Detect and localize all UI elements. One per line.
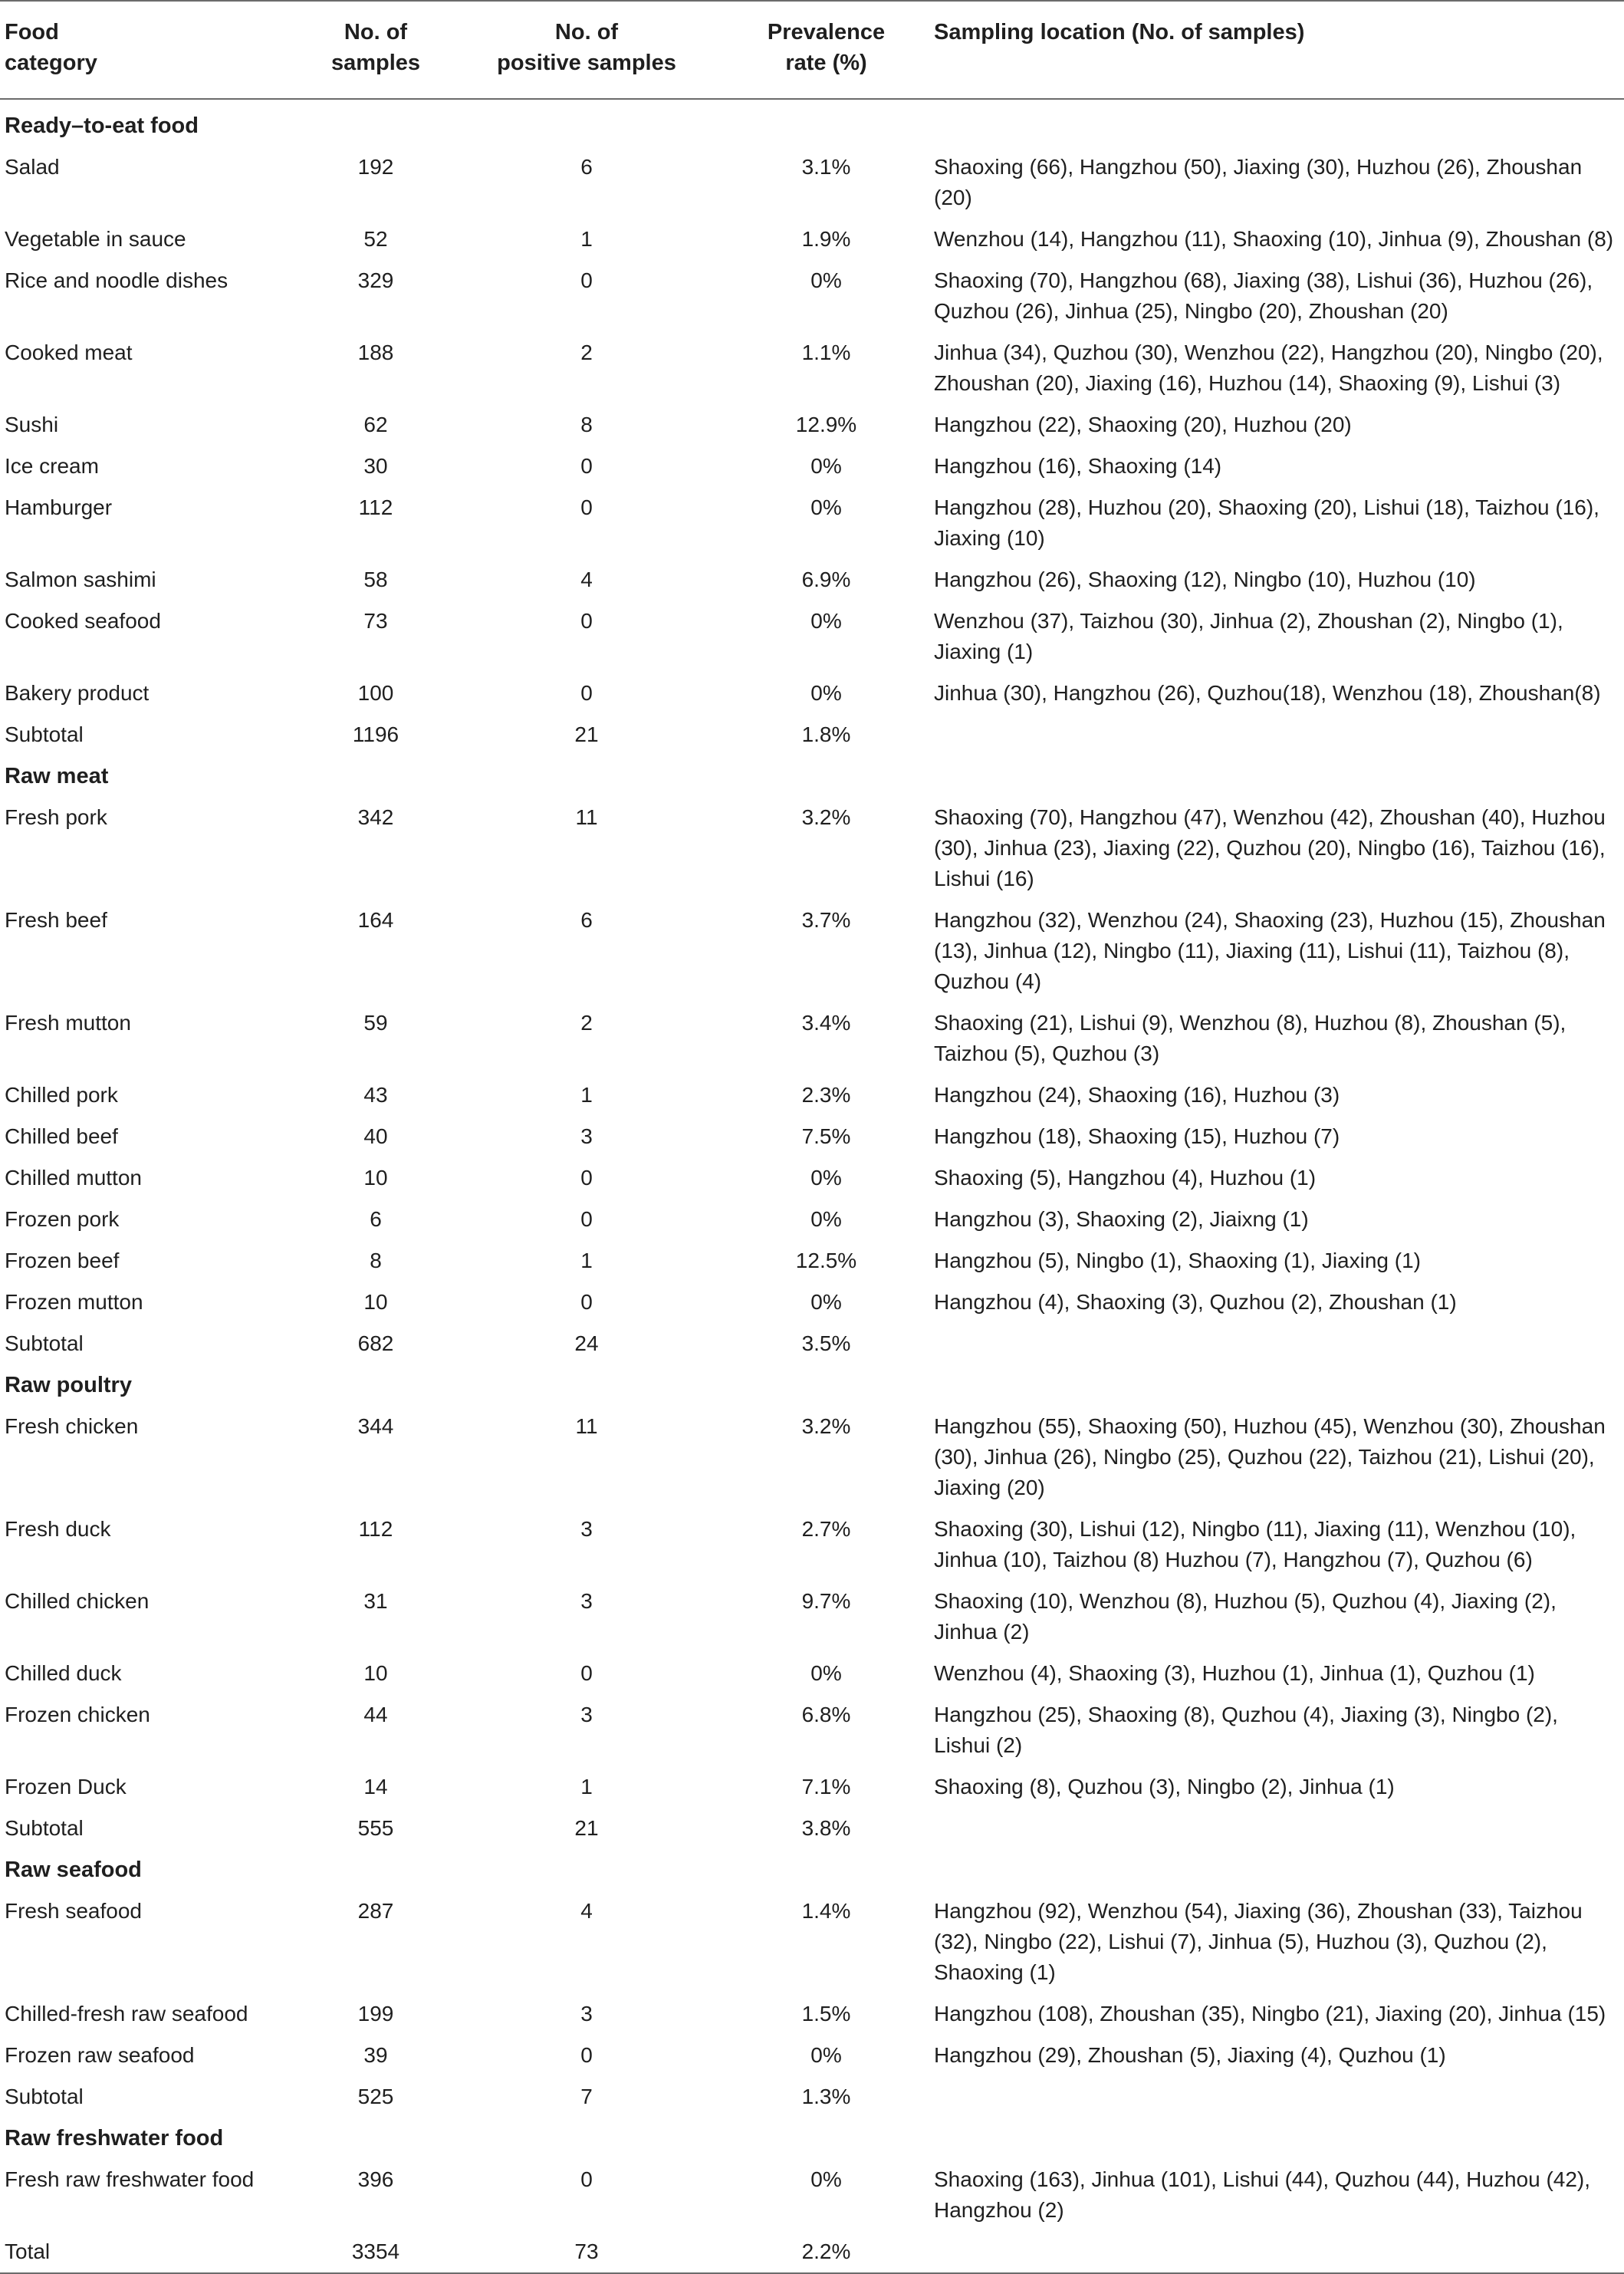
- sampling-location-cell: Shaoxing (21), Lishui (9), Wenzhou (8), Huzhou (8), Zhoushan (5), Taizhou (5), Quzhou (3): [934, 1011, 1566, 1065]
- food-category-cell: Salad: [5, 155, 60, 179]
- food-category-cell: Rice and noodle dishes: [5, 268, 228, 292]
- food-category-cell: Frozen Duck: [5, 1775, 127, 1798]
- table-row: [0, 446, 1624, 487]
- samples-count-cell: 10: [363, 1290, 388, 1314]
- table-row: [0, 260, 1624, 332]
- table-row: [0, 673, 1624, 714]
- positive-count-cell: 3: [580, 1589, 593, 1613]
- prevalence-rate-cell: 2.2%: [725, 2231, 928, 2273]
- table-row: [0, 559, 1624, 601]
- prevalence-rate-cell: 3.2%: [801, 805, 851, 829]
- header-sampling-location: Sampling location (No. of samples): [928, 1, 1624, 99]
- positive-count-cell: 8: [580, 413, 593, 436]
- prevalence-rate-cell: 3.1%: [801, 155, 851, 179]
- sampling-location-cell: Hangzhou (28), Huzhou (20), Shaoxing (20), Lishui (18), Taizhou (16), Jiaxing (10): [934, 495, 1599, 550]
- prevalence-rate-cell: 12.5%: [795, 1249, 857, 1272]
- samples-count-cell: 31: [363, 1589, 388, 1613]
- food-category-cell: Chilled chicken: [5, 1589, 150, 1613]
- food-category-cell: Subtotal: [5, 1331, 84, 1355]
- table-row: [0, 2159, 1624, 2231]
- positive-count-cell: 0: [580, 495, 593, 519]
- sampling-location-cell: Shaoxing (70), Hangzhou (68), Jiaxing (38), Lishui (36), Huzhou (26), Quzhou (26), Jinhua (25), Ningbo (20), Zhoushan (20): [934, 268, 1593, 323]
- sampling-location-cell: Jinhua (30), Hangzhou (26), Quzhou(18), Wenzhou (18), Zhoushan(8): [934, 681, 1601, 705]
- header-no-positive: [449, 1, 725, 99]
- samples-count-cell: 40: [363, 1124, 388, 1148]
- sampling-location-cell: [928, 1808, 1624, 1849]
- table-row: [0, 1694, 1624, 1766]
- positive-count-cell: 0: [580, 2167, 593, 2191]
- sampling-location-cell: Hangzhou (3), Shaoxing (2), Jiaixng (1): [934, 1207, 1309, 1231]
- table-row: [0, 1509, 1624, 1581]
- sampling-location-cell: Wenzhou (4), Shaoxing (3), Huzhou (1), Jinhua (1), Quzhou (1): [934, 1661, 1535, 1685]
- prevalence-rate-cell: 0%: [810, 1661, 842, 1685]
- section-title: Ready–to-eat food: [5, 114, 199, 138]
- prevalence-rate-cell: 1.3%: [801, 2085, 851, 2108]
- header-no-samples-line1: No. of: [344, 20, 408, 44]
- positive-count-cell: 0: [580, 1290, 593, 1314]
- samples-count-cell: 682: [357, 1331, 394, 1355]
- positive-count-cell: 1: [580, 1083, 593, 1107]
- table-row: [0, 1199, 1624, 1240]
- positive-count-cell: 24: [574, 1331, 599, 1355]
- sampling-location-cell: Hangzhou (92), Wenzhou (54), Jiaxing (36), Zhoushan (33), Taizhou (32), Ningbo (22), Lishui (7), Jinhua (5), Huzhou (3), Quzhou (2), Shaoxing (1): [934, 1899, 1583, 1984]
- positive-count-cell: 0: [580, 1661, 593, 1685]
- samples-count-cell: 112: [358, 1517, 393, 1541]
- prevalence-rate-cell: 3.2%: [801, 1414, 851, 1438]
- food-category-cell: Chilled beef: [5, 1124, 118, 1148]
- table-row: [0, 1653, 1624, 1694]
- food-category-cell: Fresh raw freshwater food: [5, 2167, 255, 2191]
- food-category-cell: Chilled pork: [5, 1083, 118, 1107]
- food-category-cell: Total: [0, 2231, 303, 2273]
- prevalence-rate-cell: 0%: [810, 681, 842, 705]
- positive-count-cell: 11: [575, 1414, 598, 1438]
- samples-count-cell: 10: [363, 1661, 388, 1685]
- food-category-cell: Fresh chicken: [5, 1414, 139, 1438]
- prevalence-rate-cell: 3.5%: [801, 1331, 851, 1355]
- samples-count-cell: 30: [363, 454, 388, 478]
- header-food-category-line1: Food: [5, 20, 59, 44]
- subtotal-row: [0, 1808, 1624, 1849]
- table-row: [0, 2035, 1624, 2076]
- positive-count-cell: 0: [580, 1207, 593, 1231]
- section-header-row: [0, 2118, 1624, 2159]
- positive-count-cell: 21: [574, 1816, 599, 1840]
- sampling-location-cell: Wenzhou (14), Hangzhou (11), Shaoxing (10), Jinhua (9), Zhoushan (8): [934, 227, 1614, 251]
- positive-count-cell: 4: [580, 568, 593, 591]
- prevalence-rate-cell: 2.3%: [801, 1083, 851, 1107]
- food-category-cell: Bakery product: [5, 681, 150, 705]
- food-category-cell: Vegetable in sauce: [5, 227, 186, 251]
- total-row: [0, 2231, 1624, 2273]
- section-header-row: [0, 1364, 1624, 1406]
- samples-count-cell: 52: [363, 227, 388, 251]
- samples-count-cell: 100: [357, 681, 394, 705]
- prevalence-rate-cell: 7.5%: [801, 1124, 851, 1148]
- sampling-location-cell: Hangzhou (22), Shaoxing (20), Huzhou (20): [934, 413, 1352, 436]
- sampling-location-cell: Hangzhou (24), Shaoxing (16), Huzhou (3): [934, 1083, 1340, 1107]
- samples-count-cell: 199: [357, 2002, 394, 2026]
- subtotal-row: [0, 2076, 1624, 2118]
- section-title: Raw meat: [5, 764, 109, 788]
- positive-count-cell: 1: [580, 227, 593, 251]
- table-header: [0, 1, 1624, 99]
- sampling-location-cell: Hangzhou (55), Shaoxing (50), Huzhou (45), Wenzhou (30), Zhoushan (30), Jinhua (26), Ningbo (25), Quzhou (22), Taizhou (21), Lishui (20), Jiaxing (20): [934, 1414, 1606, 1499]
- sampling-location-cell: [928, 1323, 1624, 1364]
- positive-count-cell: 2: [580, 1011, 593, 1035]
- prevalence-rate-cell: 3.4%: [801, 1011, 851, 1035]
- samples-count-cell: 39: [363, 2043, 388, 2067]
- positive-count-cell: 6: [580, 155, 593, 179]
- table-row: [0, 1116, 1624, 1157]
- positive-count-cell: 2: [580, 341, 593, 364]
- prevalence-rate-cell: 12.9%: [795, 413, 857, 436]
- food-category-cell: Fresh seafood: [5, 1899, 142, 1923]
- table-row: [0, 219, 1624, 260]
- prevalence-rate-cell: 0%: [810, 2167, 842, 2191]
- positive-count-cell: 73: [449, 2231, 725, 2273]
- prevalence-rate-cell: 6.8%: [801, 1703, 851, 1726]
- sampling-location-cell: [928, 714, 1624, 755]
- samples-count-cell: 555: [357, 1816, 394, 1840]
- sampling-location-cell: Hangzhou (25), Shaoxing (8), Quzhou (4), Jiaxing (3), Ningbo (2), Lishui (2): [934, 1703, 1558, 1757]
- table-row: [0, 1581, 1624, 1653]
- samples-count-cell: 3354: [303, 2231, 449, 2273]
- table-row: [0, 1891, 1624, 1993]
- section-title: Raw poultry: [5, 1373, 132, 1397]
- food-category-cell: Frozen raw seafood: [5, 2043, 195, 2067]
- samples-count-cell: 14: [363, 1775, 388, 1798]
- sampling-location-cell: Shaoxing (10), Wenzhou (8), Huzhou (5), Quzhou (4), Jiaxing (2), Jinhua (2): [934, 1589, 1557, 1644]
- food-category-cell: Fresh mutton: [5, 1011, 131, 1035]
- table-row: [0, 1406, 1624, 1509]
- table-row: [0, 1240, 1624, 1282]
- samples-count-cell: 164: [357, 908, 394, 932]
- samples-count-cell: 8: [370, 1249, 382, 1272]
- samples-count-cell: 287: [357, 1899, 394, 1923]
- positive-count-cell: 0: [580, 609, 593, 633]
- header-no-positive-line1: No. of: [554, 20, 619, 44]
- positive-count-cell: 3: [580, 1124, 593, 1148]
- prevalence-rate-cell: 6.9%: [801, 568, 851, 591]
- prevalence-rate-cell: 1.4%: [801, 1899, 851, 1923]
- samples-count-cell: 6: [370, 1207, 382, 1231]
- sampling-location-cell: Shaoxing (5), Hangzhou (4), Huzhou (1): [934, 1166, 1317, 1190]
- food-category-cell: Frozen beef: [5, 1249, 120, 1272]
- header-no-samples: [303, 1, 449, 99]
- samples-count-cell: 396: [357, 2167, 394, 2191]
- food-category-cell: Chilled-fresh raw seafood: [5, 2002, 248, 2026]
- food-category-cell: Salmon sashimi: [5, 568, 156, 591]
- subtotal-row: [0, 714, 1624, 755]
- positive-count-cell: 7: [580, 2085, 593, 2108]
- prevalence-rate-cell: 1.1%: [801, 341, 851, 364]
- section-title: Raw freshwater food: [5, 2126, 224, 2151]
- sampling-location-cell: Hangzhou (108), Zhoushan (35), Ningbo (21), Jiaxing (20), Jinhua (15): [934, 2002, 1606, 2026]
- sampling-location-cell: Hangzhou (5), Ningbo (1), Shaoxing (1), Jiaxing (1): [934, 1249, 1421, 1272]
- sampling-location-cell: Hangzhou (32), Wenzhou (24), Shaoxing (23), Huzhou (15), Zhoushan (13), Jinhua (12), Ningbo (11), Jiaxing (11), Lishui (11), Taizhou (8), Quzhou (4): [934, 908, 1606, 993]
- prevalence-rate-cell: 0%: [810, 2043, 842, 2067]
- food-category-cell: Cooked seafood: [5, 609, 161, 633]
- sampling-location-cell: Hangzhou (18), Shaoxing (15), Huzhou (7): [934, 1124, 1340, 1148]
- sampling-location-cell: Hangzhou (29), Zhoushan (5), Jiaxing (4), Quzhou (1): [934, 2043, 1446, 2067]
- positive-count-cell: 3: [580, 1517, 593, 1541]
- samples-count-cell: 329: [357, 268, 394, 292]
- prevalence-rate-cell: 1.9%: [801, 227, 851, 251]
- samples-count-cell: 58: [363, 568, 388, 591]
- positive-count-cell: 11: [575, 805, 598, 829]
- table-row: [0, 1993, 1624, 2035]
- section-header-row: [0, 1849, 1624, 1891]
- food-category-cell: Sushi: [5, 413, 59, 436]
- header-prevalence-line1: Prevalence: [767, 20, 886, 44]
- table-row: [0, 487, 1624, 559]
- positive-count-cell: 6: [580, 908, 593, 932]
- positive-count-cell: 1: [580, 1775, 593, 1798]
- food-category-cell: Frozen mutton: [5, 1290, 143, 1314]
- sampling-location-cell: [928, 2231, 1624, 2273]
- prevalence-rate-cell: 0%: [810, 268, 842, 292]
- food-category-cell: Subtotal: [5, 2085, 84, 2108]
- food-category-cell: Chilled duck: [5, 1661, 122, 1685]
- positive-count-cell: 0: [580, 454, 593, 478]
- prevalence-rate-cell: 0%: [810, 454, 842, 478]
- table-row: [0, 601, 1624, 673]
- prevalence-rate-cell: 0%: [810, 609, 842, 633]
- table-body: [0, 99, 1624, 2273]
- subtotal-row: [0, 1323, 1624, 1364]
- prevalence-rate-cell: 3.8%: [801, 1816, 851, 1840]
- food-category-cell: Frozen pork: [5, 1207, 120, 1231]
- section-header-row: [0, 99, 1624, 146]
- positive-count-cell: 3: [580, 1703, 593, 1726]
- samples-count-cell: 59: [363, 1011, 388, 1035]
- samples-count-cell: 342: [357, 805, 394, 829]
- prevalence-rate-cell: 1.5%: [801, 2002, 851, 2026]
- food-category-cell: Ice cream: [5, 454, 99, 478]
- food-category-cell: Fresh beef: [5, 908, 107, 932]
- table-row: [0, 1282, 1624, 1323]
- section-title: Raw seafood: [5, 1858, 142, 1882]
- samples-count-cell: 112: [358, 495, 393, 519]
- table-row: [0, 1766, 1624, 1808]
- sampling-location-cell: Wenzhou (37), Taizhou (30), Jinhua (2), Zhoushan (2), Ningbo (1), Jiaxing (1): [934, 609, 1563, 663]
- samples-count-cell: 44: [363, 1703, 388, 1726]
- sampling-location-cell: Shaoxing (70), Hangzhou (47), Wenzhou (42), Zhoushan (40), Huzhou (30), Jinhua (23), Jiaxing (22), Quzhou (20), Ningbo (16), Taizhou (16), Lishui (16): [934, 805, 1606, 890]
- prevalence-rate-cell: 0%: [810, 1207, 842, 1231]
- table-row: [0, 146, 1624, 219]
- food-category-cell: Subtotal: [5, 1816, 84, 1840]
- header-no-positive-line2: positive samples: [497, 51, 676, 75]
- sampling-location-cell: Shaoxing (8), Quzhou (3), Ningbo (2), Jinhua (1): [934, 1775, 1395, 1798]
- samples-count-cell: 62: [363, 413, 388, 436]
- prevalence-rate-cell: 0%: [810, 1166, 842, 1190]
- sampling-location-cell: [928, 2076, 1624, 2118]
- table-row: [0, 1002, 1624, 1074]
- food-category-cell: Hamburger: [5, 495, 113, 519]
- positive-count-cell: 0: [580, 268, 593, 292]
- table-row: [0, 404, 1624, 446]
- prevalence-rate-cell: 9.7%: [801, 1589, 851, 1613]
- food-category-cell: Fresh duck: [5, 1517, 111, 1541]
- sampling-location-cell: Shaoxing (30), Lishui (12), Ningbo (11), Jiaxing (11), Wenzhou (10), Jinhua (10), Taizhou (8) Huzhou (7), Hangzhou (7), Quzhou (6): [934, 1517, 1576, 1571]
- sampling-location-cell: Shaoxing (163), Jinhua (101), Lishui (44), Quzhou (44), Huzhou (42), Hangzhou (2): [934, 2167, 1591, 2222]
- positive-count-cell: 0: [580, 681, 593, 705]
- samples-count-cell: 344: [357, 1414, 394, 1438]
- samples-count-cell: 188: [357, 341, 394, 364]
- prevalence-rate-cell: 0%: [810, 1290, 842, 1314]
- sampling-location-cell: Hangzhou (26), Shaoxing (12), Ningbo (10), Huzhou (10): [934, 568, 1476, 591]
- samples-count-cell: 192: [357, 155, 394, 179]
- section-header-row: [0, 755, 1624, 797]
- food-category-cell: Cooked meat: [5, 341, 133, 364]
- header-food-category-line2: category: [5, 51, 97, 75]
- prevalence-rate-cell: 1.8%: [801, 722, 851, 746]
- header-prevalence-line2: rate (%): [785, 51, 867, 75]
- positive-count-cell: 0: [580, 1166, 593, 1190]
- samples-count-cell: 43: [363, 1083, 388, 1107]
- food-category-cell: Subtotal: [5, 722, 84, 746]
- samples-count-cell: 73: [363, 609, 388, 633]
- samples-count-cell: 1196: [352, 722, 399, 746]
- header-row: [0, 1, 1624, 99]
- samples-count-cell: 525: [357, 2085, 394, 2108]
- food-category-cell: Chilled mutton: [5, 1166, 142, 1190]
- table-row: [0, 1074, 1624, 1116]
- prevalence-rate-cell: 7.1%: [801, 1775, 851, 1798]
- table-row: [0, 900, 1624, 1002]
- table-row: [0, 332, 1624, 404]
- positive-count-cell: 1: [580, 1249, 593, 1272]
- samples-count-cell: 10: [363, 1166, 388, 1190]
- prevalence-rate-cell: 3.7%: [801, 908, 851, 932]
- sampling-location-cell: Hangzhou (16), Shaoxing (14): [934, 454, 1222, 478]
- positive-count-cell: 3: [580, 2002, 593, 2026]
- prevalence-rate-cell: 2.7%: [801, 1517, 851, 1541]
- food-category-cell: Frozen chicken: [5, 1703, 150, 1726]
- positive-count-cell: 4: [580, 1899, 593, 1923]
- positive-count-cell: 0: [580, 2043, 593, 2067]
- header-food-category: [0, 1, 303, 99]
- positive-count-cell: 21: [574, 722, 599, 746]
- food-category-cell: Fresh pork: [5, 805, 107, 829]
- table-row: [0, 1157, 1624, 1199]
- sampling-location-cell: Hangzhou (4), Shaoxing (3), Quzhou (2), Zhoushan (1): [934, 1290, 1457, 1314]
- sampling-location-cell: Jinhua (34), Quzhou (30), Wenzhou (22), Hangzhou (20), Ningbo (20), Zhoushan (20), Jiaxing (16), Huzhou (14), Shaoxing (9), Lishui (3): [934, 341, 1603, 395]
- header-no-samples-line2: samples: [330, 51, 421, 75]
- header-prevalence: [725, 1, 928, 99]
- table-row: [0, 797, 1624, 900]
- prevalence-rate-cell: 0%: [810, 495, 842, 519]
- sampling-location-cell: Shaoxing (66), Hangzhou (50), Jiaxing (30), Huzhou (26), Zhoushan (20): [934, 155, 1583, 209]
